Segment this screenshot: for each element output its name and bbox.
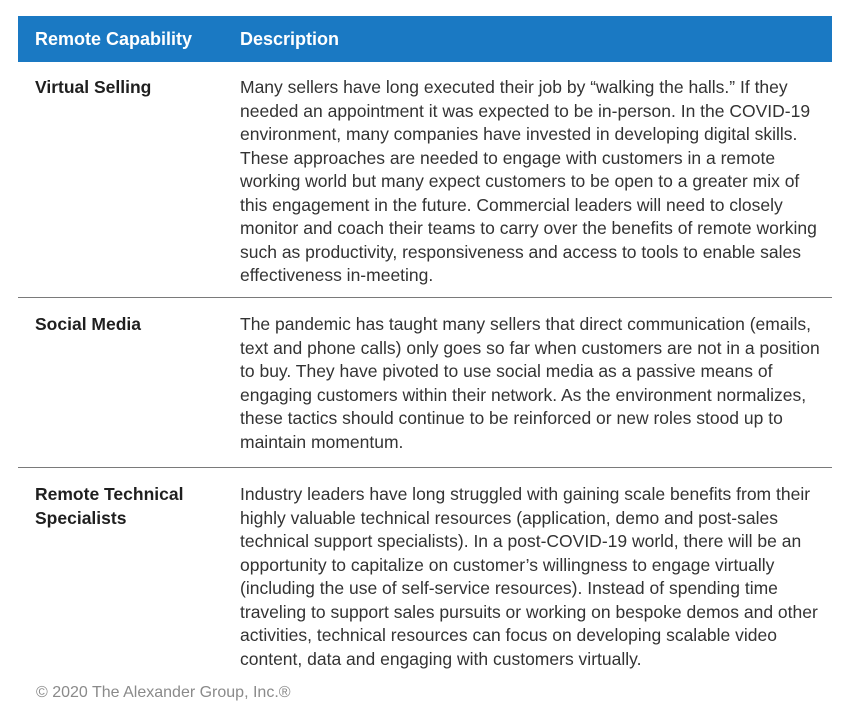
capability-cell: Social Media xyxy=(35,314,142,334)
header-description: Description xyxy=(240,28,340,49)
table-row xyxy=(18,298,832,468)
table-row xyxy=(18,468,832,676)
capability-cell: Virtual Selling xyxy=(35,77,152,97)
description-cell: Many sellers have long executed their job by “walking the halls.” If they needed an appointment it was expected to be in-person. In the COVID-19 environment, many companies have invested in developing digital skills. These approaches are needed to engage with customers in a remote working world but many expect customers to be open to a greater mix of this engagement in the future. Commercial leaders will need to closely monitor and coach their teams to carry over the benefits of remote working such as productivity, responsiveness and access to tools to enable sales effectiveness in-meeting. xyxy=(240,77,817,285)
copyright-notice: © 2020 The Alexander Group, Inc.® xyxy=(36,684,291,701)
table-row xyxy=(18,62,832,298)
capability-cell: Remote Technical Specialists xyxy=(35,484,184,528)
table-header xyxy=(18,16,832,62)
description-cell: The pandemic has taught many sellers that direct communication (emails, text and phone calls) only goes so far when customers are not in a position to buy. They have pivoted to use social media as a passive means of engaging customers within their network. As the environment normalizes, these tactics should continue to be reinforced or new roles stood up to maintain momentum. xyxy=(240,314,820,452)
description-cell: Industry leaders have long struggled with gaining scale benefits from their highly valuable technical resources (application, demo and post-sales technical support specialists). In a post-COVID-19 world, there will be an opportunity to capitalize on customer’s willingness to engage virtually (including the use of self-service resources). Instead of spending time traveling to support sales pursuits or working on bespoke demos and other activities, technical resources can focus on developing scalable video content, data and engaging with customers virtually. xyxy=(240,484,818,669)
capability-table xyxy=(18,16,832,676)
header-remote-capability: Remote Capability xyxy=(35,28,193,49)
